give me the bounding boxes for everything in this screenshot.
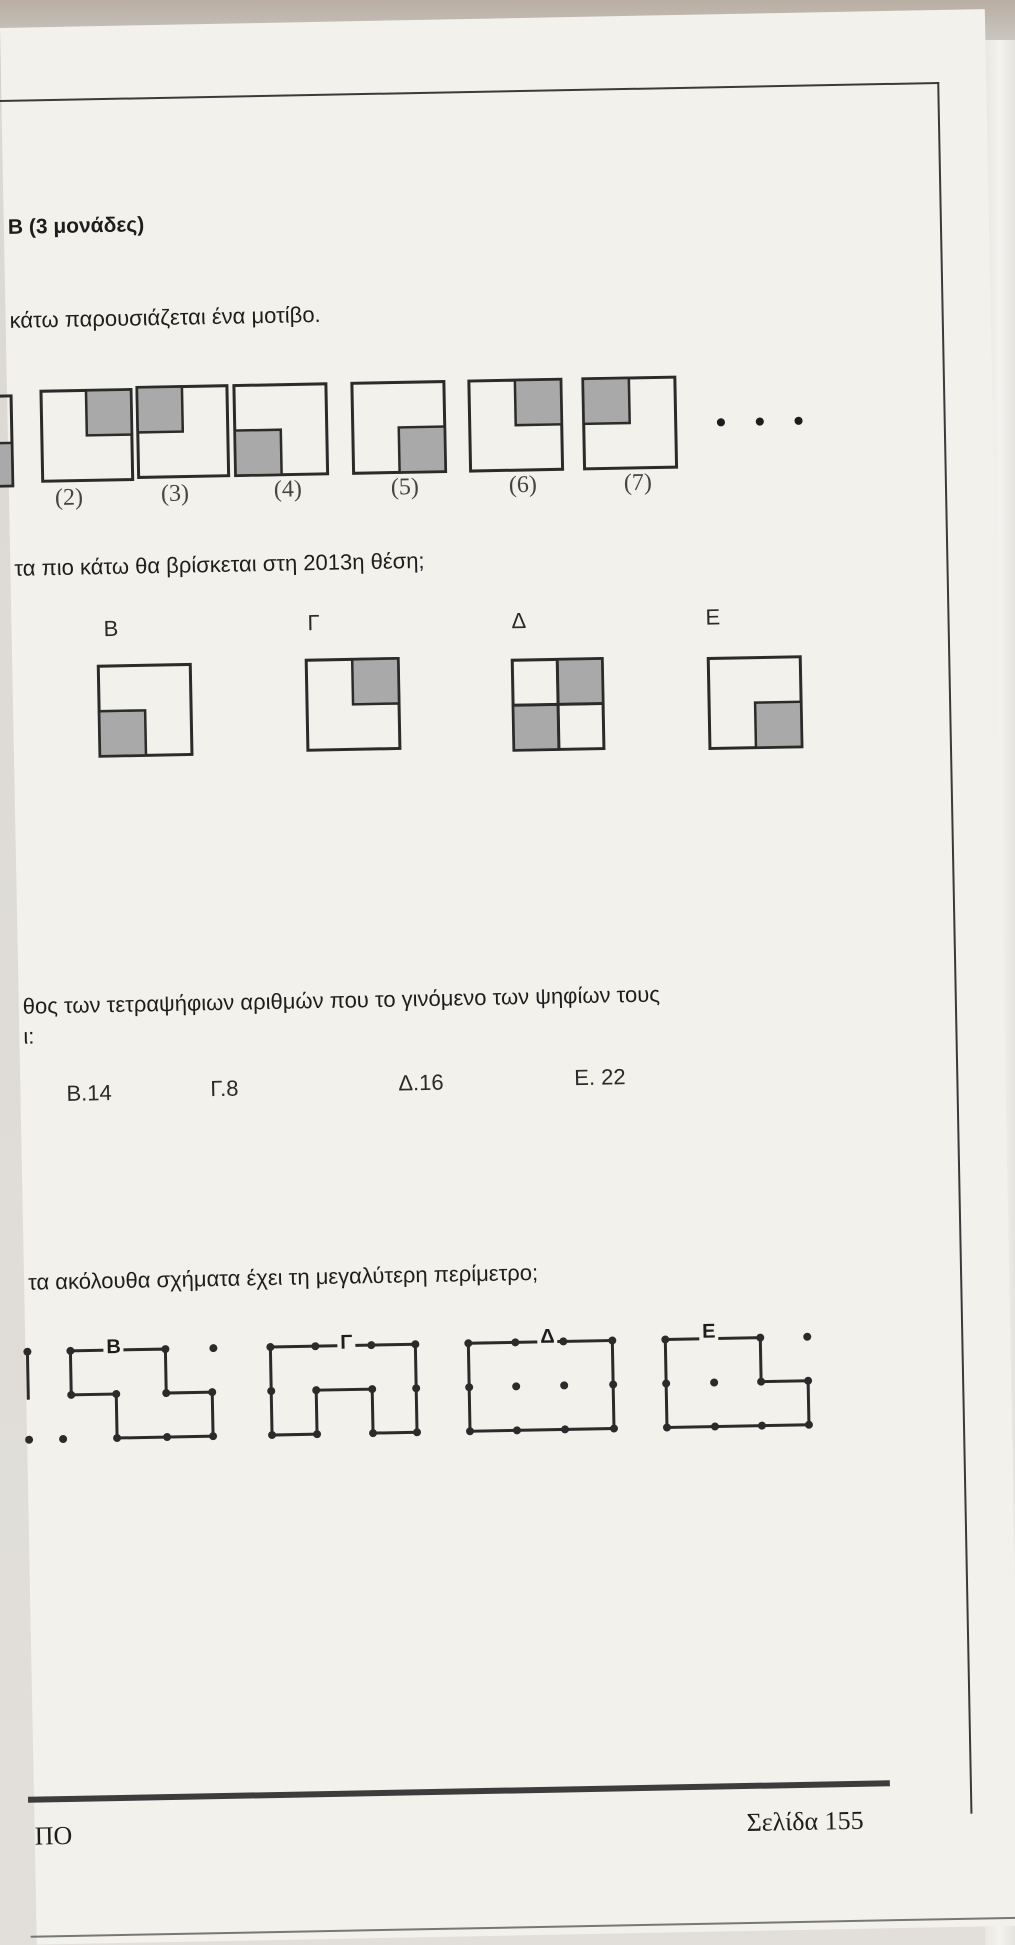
- q2-option-b: Β.14: [66, 1080, 112, 1106]
- q3-label-b: Β: [103, 1336, 124, 1359]
- worksheet-page: [0, 9, 1015, 1945]
- q1-intro: κάτω παρουσιάζεται ένα μοτίβο.: [9, 301, 321, 333]
- q3-label-g: Γ: [337, 1331, 355, 1354]
- page-frame: [0, 82, 972, 1832]
- q2-option-d: Δ.16: [398, 1069, 444, 1096]
- page-number: Σελίδα 155: [746, 1805, 864, 1837]
- pattern-label-4: (4): [273, 476, 303, 503]
- q3-label-e: Ε: [699, 1320, 719, 1343]
- q2-option-e: Ε. 22: [574, 1064, 626, 1091]
- pattern-ellipsis: • • •: [715, 404, 815, 440]
- q1-option-figures: [92, 649, 814, 773]
- pattern-label-2: (2): [54, 484, 84, 512]
- q1-option-label-b: Β: [103, 615, 119, 642]
- q2-question-cont: ι:: [23, 1023, 35, 1049]
- q3-label-d: Δ: [537, 1326, 558, 1349]
- q1-option-figure-e: [708, 657, 802, 749]
- q1-option-label-d: Δ: [511, 608, 527, 634]
- pattern-label-3: (3): [160, 480, 190, 507]
- q3-shape-d: [464, 1336, 618, 1435]
- section-title: Β (3 μονάδες): [7, 213, 145, 239]
- q2-option-g: Γ.8: [210, 1075, 239, 1102]
- q1-question: τα πιο κάτω θα βρίσκεται στη 2013η θέση;: [14, 547, 425, 581]
- pattern-label-6: (6): [508, 471, 538, 499]
- q1-option-figure-b: [98, 664, 192, 756]
- q3-question: τα ακόλουθα σχήματα έχει τη μεγαλύτερη περίμετρο;: [27, 1259, 539, 1295]
- q3-shape-g: [266, 1340, 421, 1439]
- q1-option-figure-g: [306, 658, 400, 750]
- q1-option-label-e: Ε: [705, 604, 721, 630]
- footer-left-text: ΠΟ: [34, 1820, 73, 1851]
- q3-shape-b: [66, 1344, 219, 1443]
- q3-dot-grid-figures: [15, 1303, 878, 1459]
- q1-option-figure-d: [512, 659, 604, 751]
- q1-option-label-g: Γ: [307, 609, 320, 636]
- q3-shape-e: [661, 1333, 813, 1432]
- pattern-label-7: (7): [623, 469, 653, 497]
- q2-question: θος των τετραψήφιων αριθμών που το γινόμενο των ψηφίων τους: [22, 981, 661, 1019]
- pattern-label-5: (5): [390, 474, 420, 501]
